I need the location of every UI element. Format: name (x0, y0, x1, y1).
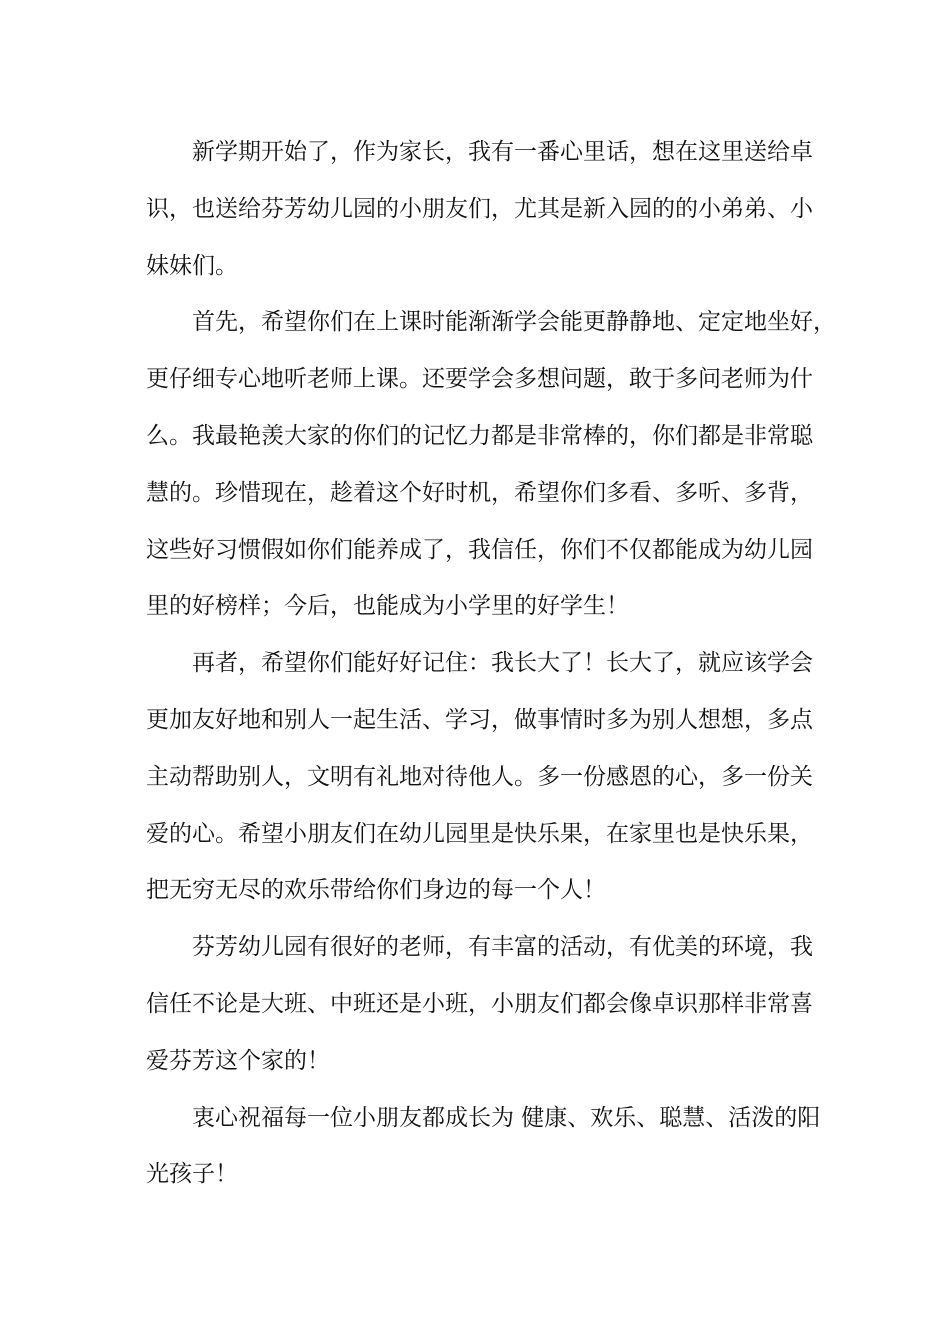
paragraph-line: 再者，希望你们能好好记住：我长大了！长大了，就应该学会 (192, 650, 813, 677)
paragraph-line: 么。我最艳羡大家的你们的记忆力都是非常棒的，你们都是非常聪 (146, 422, 813, 449)
paragraph-line: 光孩子！ (146, 1161, 238, 1188)
paragraph-3 (146, 641, 813, 925)
paragraph-line: 首先，希望你们在上课时能渐渐学会能更静静地、定定地坐好， (192, 309, 836, 336)
paragraph-line: 识，也送给芬芳幼儿园的小朋友们，尤其是新入园的的小弟弟、小 (146, 195, 813, 222)
paragraph-line: 新学期开始了，作为家长，我有一番心里话，想在这里送给卓 (192, 139, 813, 165)
paragraph-line: 这些好习惯假如你们能养成了，我信任，你们不仅都能成为幼儿园 (146, 536, 813, 563)
paragraph-line: 更加友好地和别人一起生活、学习，做事情时多为别人想想，多点 (146, 706, 813, 733)
paragraph-4 (146, 925, 813, 1095)
paragraph-line: 主动帮助别人，文明有礼地对待他人。多一份感恩的心，多一份关 (146, 763, 813, 790)
paragraph-line: 衷心祝福每一位小朋友都成长为 健康、欢乐、聪慧、活泼的阳 (192, 1104, 821, 1131)
paragraph-line: 里的好榜样；今后，也能成为小学里的好学生！ (146, 593, 629, 620)
paragraph-1 (146, 130, 813, 300)
paragraph-2 (146, 300, 836, 641)
paragraph-line: 妹妹们。 (146, 252, 238, 279)
paragraph-line: 更仔细专心地听老师上课。还要学会多想问题，敢于多问老师为什 (146, 366, 813, 393)
paragraph-5 (146, 1096, 821, 1210)
paragraph-line: 把无穷无尽的欢乐带给你们身边的每一个人！ (146, 877, 606, 904)
paragraph-line: 芬芳幼儿园有很好的老师，有丰富的活动，有优美的环境，我 (192, 934, 813, 961)
paragraph-line: 爱的心。希望小朋友们在幼儿园里是快乐果，在家里也是快乐果， (146, 820, 813, 847)
document-body (146, 130, 836, 1209)
paragraph-line: 慧的。珍惜现在，趁着这个好时机，希望你们多看、多听、多背， (146, 479, 813, 506)
paragraph-line: 信任不论是大班、中班还是小班，小朋友们都会像卓识那样非常喜 (146, 990, 813, 1017)
paragraph-line: 爱芬芳这个家的！ (146, 1047, 330, 1074)
